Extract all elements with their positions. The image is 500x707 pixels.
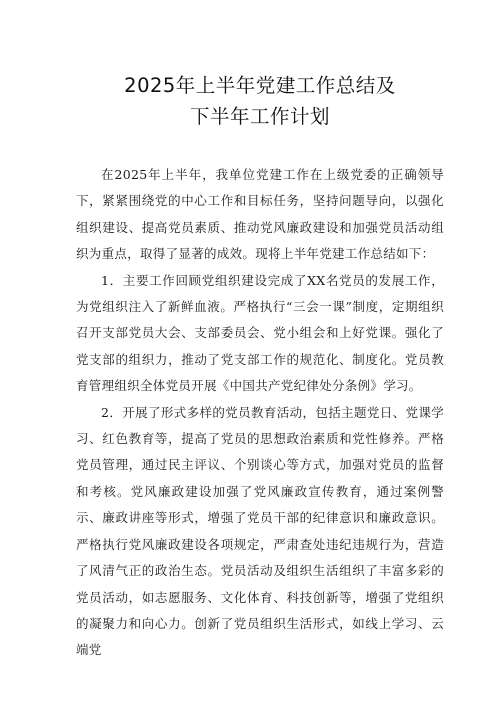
document-title bbox=[76, 70, 444, 132]
paragraph-intro: 在2025年上半年，我单位党建工作在上级党委的正确领导下，紧紧围绕党的中心工作和目标任务，坚持问题导向，以强化组织建设、提高党员素质、推动党风廉政建设和加强党员活动组织为重点，取得了显著的成效。现将上半年党建工作总结如下： bbox=[76, 167, 444, 262]
title-line-1: 2025年上半年党建工作总结及 bbox=[124, 74, 396, 97]
title-line-2: 下半年工作计划 bbox=[189, 105, 330, 128]
paragraph-1: 1．主要工作回顾党组织建设完成了XX名党员的发展工作，为党组织注入了新鲜血液。严格执行“三会一课”制度，定期组织召开支部党员大会、支部委员会、党小组会和上好党课。强化了党支部的组织力，推动了党支部工作的规范化、制度化。党员教育管理组织全体党员开展《中国共产党纪律处分条例》学习。 bbox=[76, 272, 444, 394]
paragraph-2: 2．开展了形式多样的党员教育活动，包括主题党日、党课学习、红色教育等，提高了党员的思想政治素质和党性修养。严格党员管理，通过民主评议、个别谈心等方式，加强对党员的监督和考核。党风廉政建设加强了党风廉政宣传教育，通过案例警示、廉政讲座等形式，增强了党员干部的纪律意识和廉政意识。严格执行党风廉政建设各项规定，严肃查处违纪违规行为，营造了风清气正的政治生态。党员活动及组织生活组织了丰富多彩的党员活动，如志愿服务、文化体育、科技创新等，增强了党组织的凝聚力和向心力。创新了党员组织生活形式，如线上学习、云端党 bbox=[76, 404, 444, 658]
